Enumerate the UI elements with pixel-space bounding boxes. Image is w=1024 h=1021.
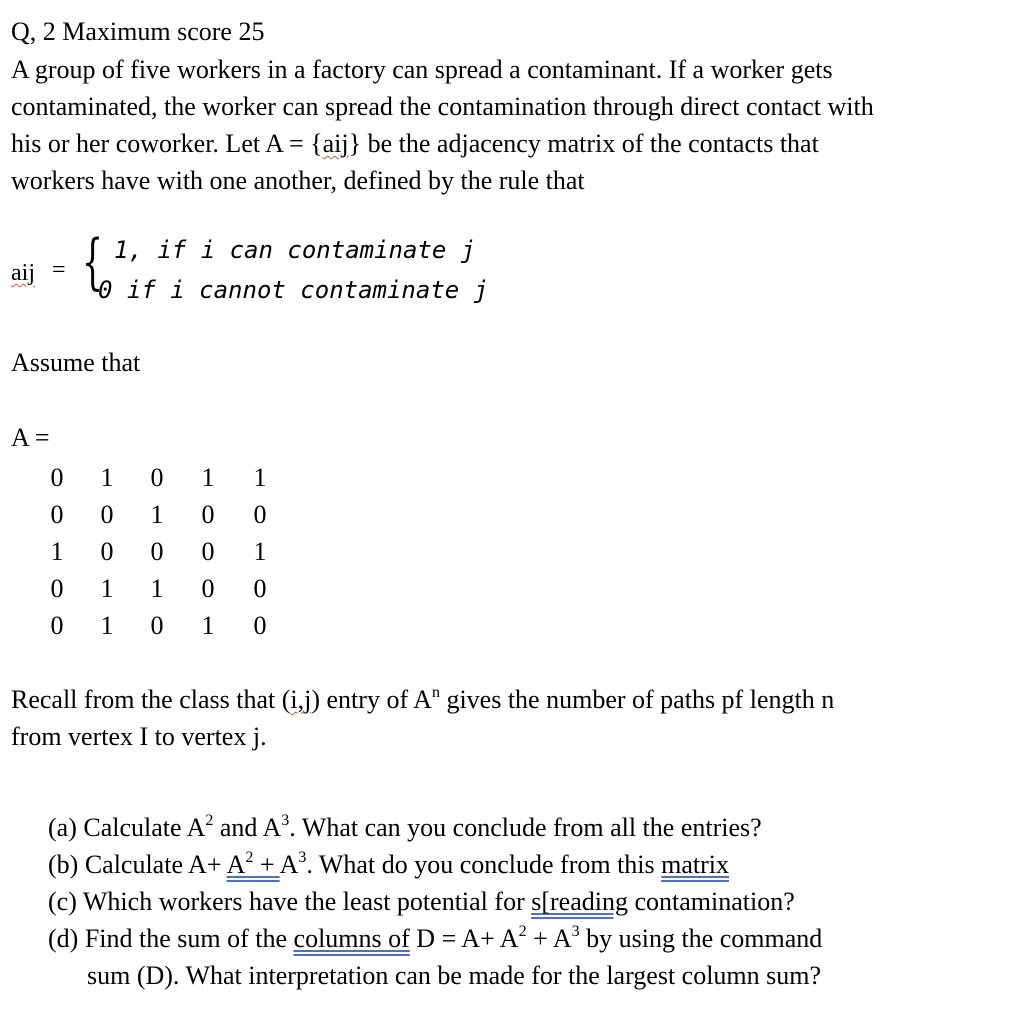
qd-underlined-term: columns of <box>293 924 410 953</box>
qb-sup-1: 2 <box>245 849 254 866</box>
matrix-cell: 1 <box>201 463 215 492</box>
question-c <box>48 884 795 920</box>
qa-text-3: . What can you conclude from all the entries? <box>289 813 762 842</box>
qd-sup-2: 3 <box>571 923 580 940</box>
qb-text-1: (b) Calculate A+ <box>48 850 227 879</box>
matrix-cell: 0 <box>201 500 215 529</box>
rule-case-2: 0 if i cannot contaminate j <box>98 276 489 304</box>
recall-c: ) entry of A <box>311 685 432 714</box>
matrix-cell: 0 <box>50 611 64 640</box>
matrix-cell: 1 <box>100 611 114 640</box>
matrix-cell: 0 <box>50 574 64 603</box>
matrix-cell: 1 <box>50 537 64 566</box>
question-b <box>48 847 729 883</box>
matrix-cell: 0 <box>150 463 164 492</box>
matrix-cell: 1 <box>201 611 215 640</box>
aij-term: aij <box>322 129 349 158</box>
qb-sup-2: 3 <box>298 849 307 866</box>
qb-matrix-word: matrix <box>661 850 730 879</box>
qa-sup-2: 3 <box>281 812 290 829</box>
rule-lhs: aij <box>11 260 35 286</box>
matrix-cell: 0 <box>100 537 114 566</box>
assume-text: Assume that <box>11 348 141 377</box>
matrix-cell: 0 <box>150 537 164 566</box>
matrix-cell: 1 <box>100 463 114 492</box>
question-header: Q, 2 Maximum score 25 <box>11 17 265 46</box>
qb-text-2: A <box>279 850 299 879</box>
qc-underlined-word: s[reading <box>531 887 628 916</box>
qd-text-3: + A <box>526 924 572 953</box>
matrix-cell: 1 <box>253 463 267 492</box>
qa-text-1: (a) Calculate A <box>48 813 206 842</box>
qb-u1: A <box>226 850 246 879</box>
matrix-cell: 1 <box>150 500 164 529</box>
qa-text-2: and A <box>213 813 282 842</box>
qa-sup-1: 2 <box>205 812 214 829</box>
intro-line-2: contaminated, the worker can spread the contamination through direct contact with <box>11 92 874 121</box>
qc-text-2: contamination? <box>627 887 795 916</box>
rule-case-1: 1, if i can contaminate j <box>114 236 476 264</box>
recall-a: Recall from the class that ( <box>11 685 291 714</box>
qc-text-1: (c) Which workers have the least potential for <box>48 887 532 916</box>
question-d-continued: sum (D). What interpretation can be made for the largest column sum? <box>87 961 822 990</box>
matrix-cell: 0 <box>201 537 215 566</box>
intro-line-1: A group of five workers in a factory can spread a contaminant. If a worker gets <box>11 55 833 84</box>
matrix-cell: 0 <box>253 574 267 603</box>
matrix-cell: 0 <box>50 500 64 529</box>
matrix-cell: 0 <box>201 574 215 603</box>
intro-line-3-a: his or her coworker. Let A = { <box>11 129 323 158</box>
matrix-cell: 0 <box>50 463 64 492</box>
matrix-cell: 0 <box>253 500 267 529</box>
qd-text-2: D = A+ A <box>409 924 519 953</box>
qb-u2: + <box>253 850 280 879</box>
qd-text-1: (d) Find the sum of the <box>48 924 294 953</box>
left-brace-icon: { <box>82 227 104 297</box>
intro-line-3 <box>11 126 819 162</box>
qd-text-4: by using the command <box>579 924 823 953</box>
recall-line-2: from vertex I to vertex j. <box>11 722 267 751</box>
recall-d: gives the number of paths pf length n <box>439 685 835 714</box>
matrix-cell: 0 <box>253 611 267 640</box>
matrix-cell: 0 <box>100 500 114 529</box>
matrix-cell: 1 <box>150 574 164 603</box>
question-a <box>48 810 762 846</box>
qb-text-3: . What do you conclude from this <box>306 850 662 879</box>
recall-line-1 <box>11 682 834 718</box>
matrix-cell: 1 <box>253 537 267 566</box>
matrix-cell: 1 <box>100 574 114 603</box>
ij-term: i,j <box>290 685 312 714</box>
rule-equals: = <box>52 257 66 283</box>
matrix-label: A = <box>11 423 50 452</box>
qb-underlined-term <box>227 850 280 879</box>
intro-line-3-c: } be the adjacency matrix of the contacts that <box>348 129 819 158</box>
question-d <box>48 921 822 957</box>
exponent-n: n <box>431 684 440 701</box>
matrix-cell: 0 <box>150 611 164 640</box>
intro-line-4: workers have with one another, defined by the rule that <box>11 166 585 195</box>
qd-sup-1: 2 <box>518 923 527 940</box>
